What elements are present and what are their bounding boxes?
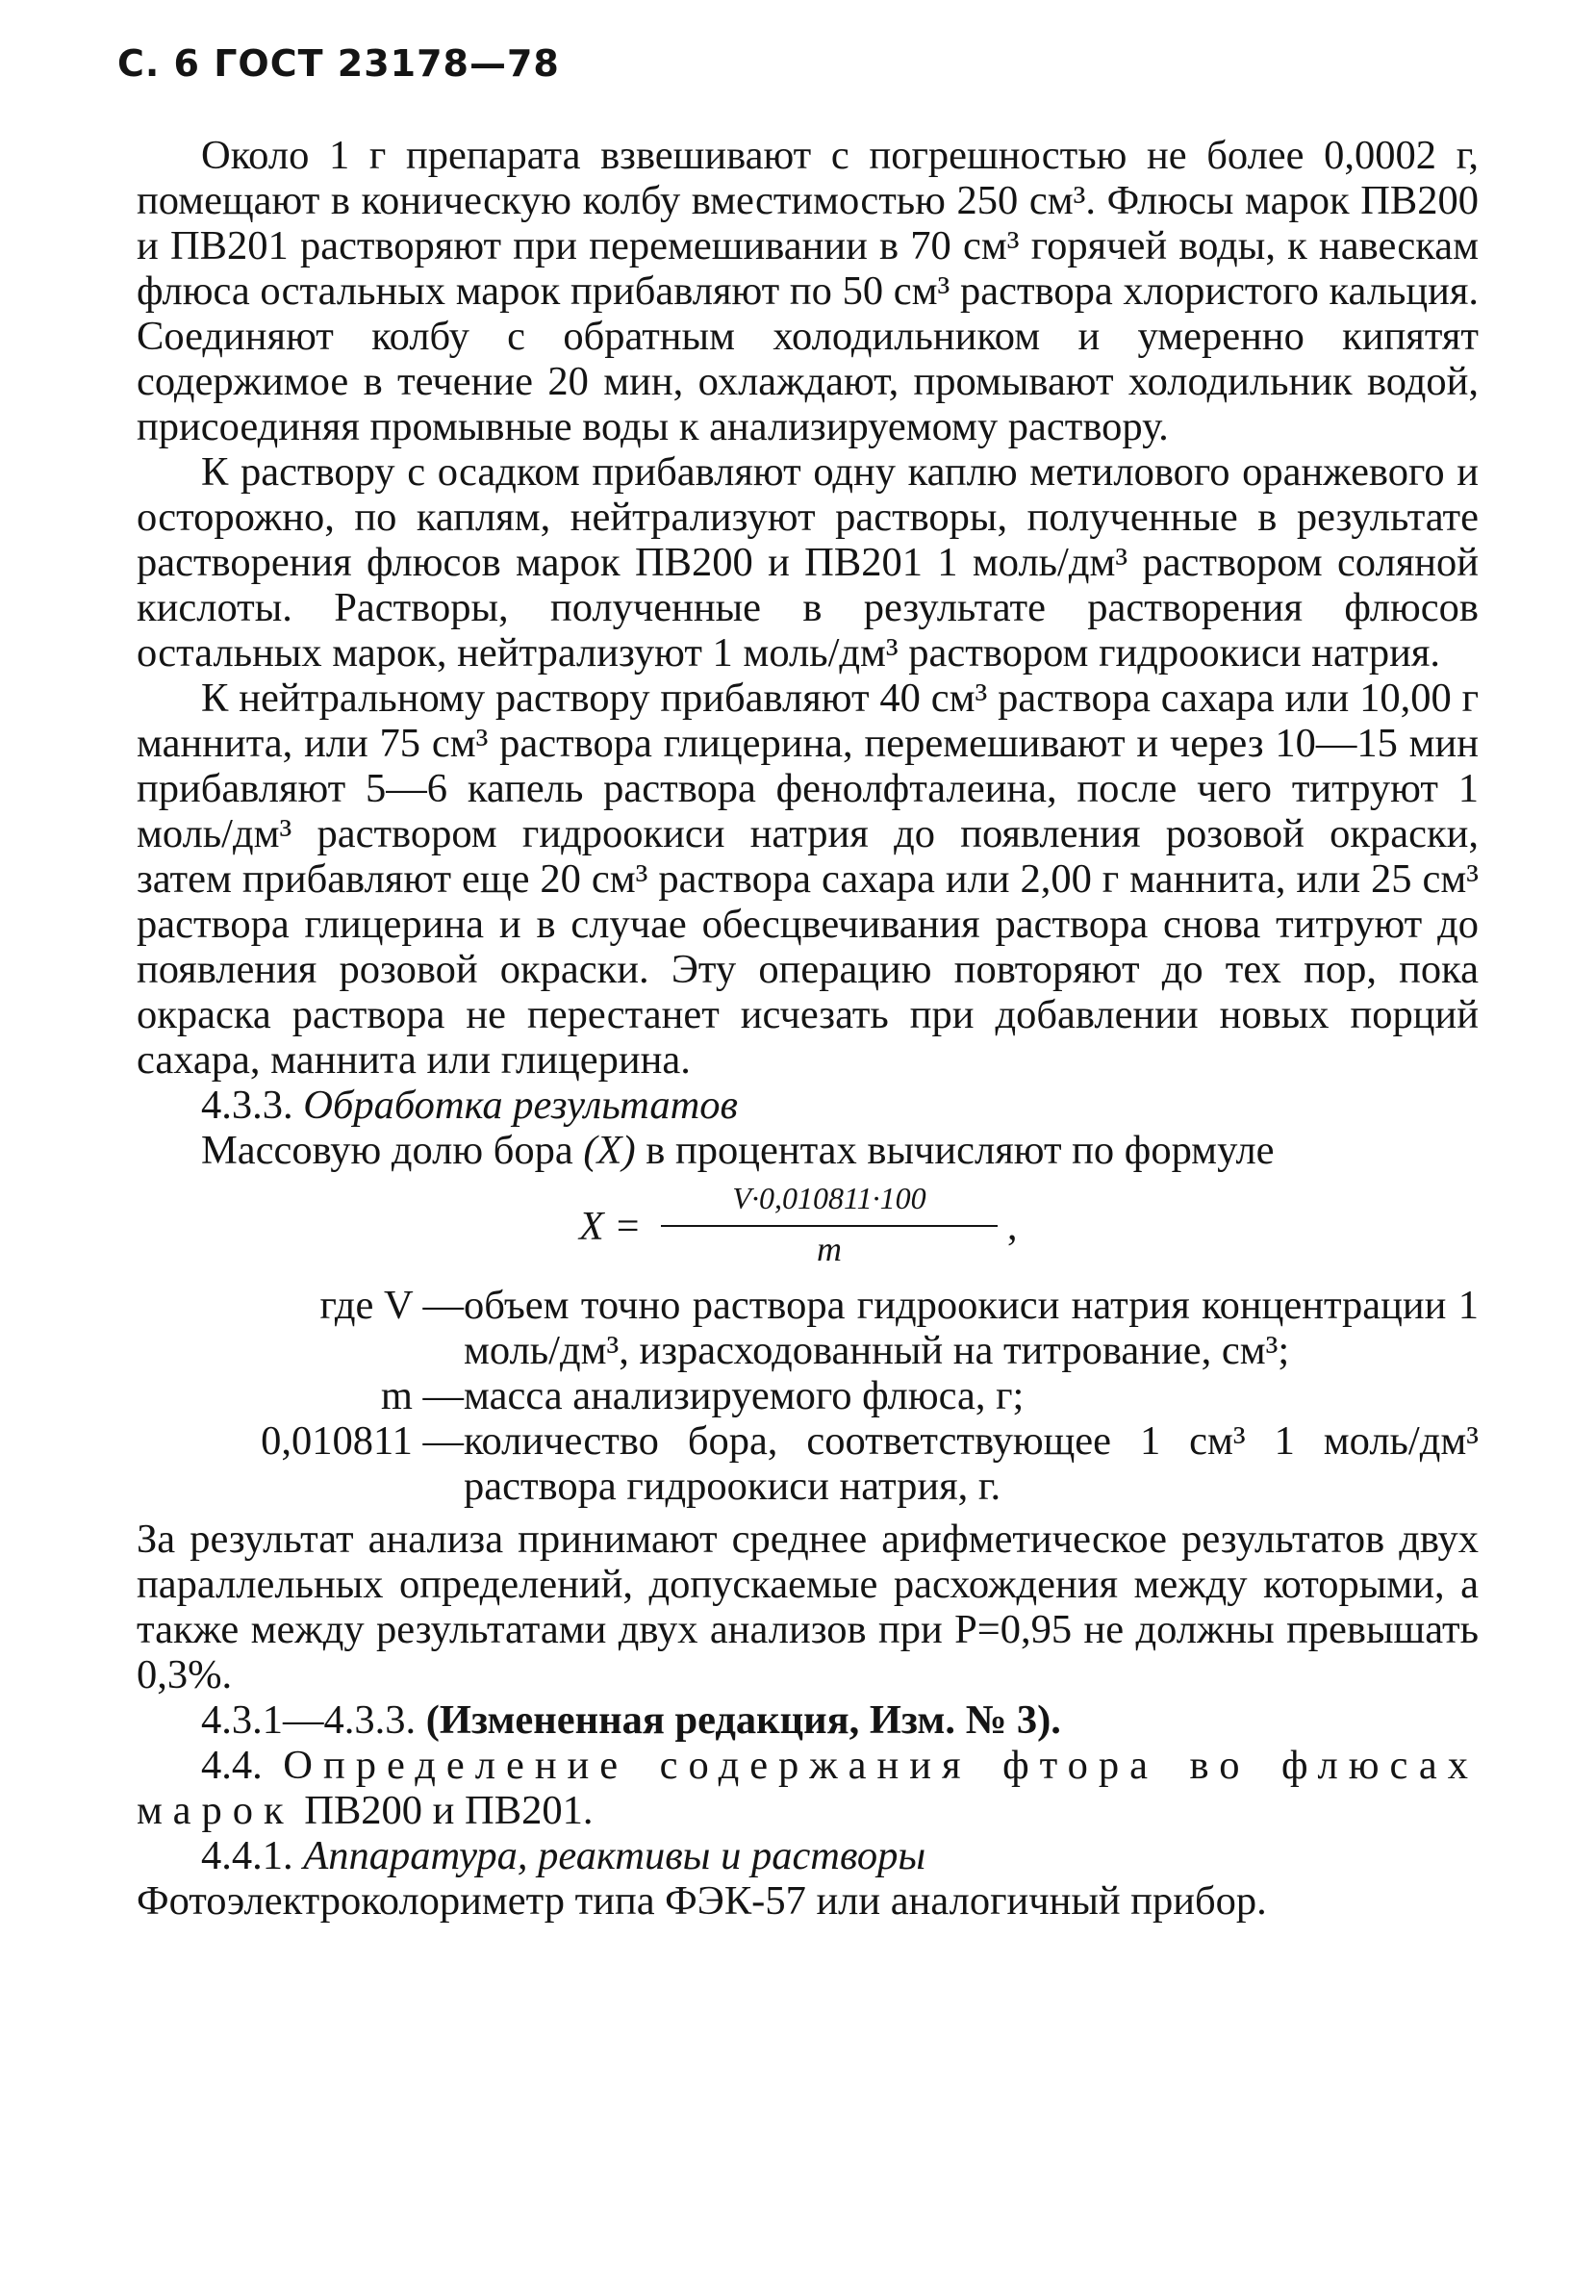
section-number: 4.4.	[201, 1743, 263, 1788]
paragraph-sample-preparation: Около 1 г препарата взвешивают с погрешностью не более 0,0002 г, помещают в коническую колбу вместимостью 250 см³. Флюсы марок ПВ200 и ПВ201 растворяют при перемешивании в 70 см³ горячей воды, к навескам флюса остальных марок прибавляют по 50 см³ раствора хлористого кальция. Соединяют колбу с обратным холодильником и умеренно кипятят содержимое в течение 20 мин, охлаждают, промывают холодильник водой, присоединяя промывные воды к анализируемому раствору.	[137, 133, 1479, 449]
paragraph-neutralization: К раствору с осадком прибавляют одну каплю метилового оранжевого и осторожно, по каплям, нейтрализуют растворы, полученные в результате растворения флюсов марок ПВ200 и ПВ201 1 моль/дм³ раствором соляной кислоты. Растворы, полученные в результате растворения флюсов остальных марок, нейтрализуют 1 моль/дм³ раствором гидроокиси натрия.	[137, 449, 1479, 676]
section-4-4-1-heading	[137, 1833, 1479, 1878]
amendment-text: (Измененная редакция, Изм. № 3).	[425, 1697, 1061, 1743]
legend-symbol: m —	[380, 1373, 464, 1418]
formula-tail: ,	[1007, 1205, 1018, 1249]
legend-symbol: 0,010811 —	[261, 1418, 464, 1464]
legend-row	[137, 1418, 1479, 1509]
document-body	[137, 133, 1479, 1924]
legend-row	[137, 1283, 1479, 1373]
formula-lhs: X =	[579, 1205, 642, 1249]
legend-row	[137, 1373, 1479, 1418]
section-number: 4.3.3.	[201, 1083, 293, 1128]
formula-numerator: V·0,010811·100	[732, 1181, 926, 1215]
legend-description: масса анализируемого флюса, г;	[464, 1373, 1025, 1418]
section-4-3-3-heading	[137, 1083, 1479, 1128]
paragraph-apparatus: Фотоэлектроколориметр типа ФЭК-57 или аналогичный прибор.	[137, 1878, 1267, 1924]
formula-denominator: m	[817, 1230, 842, 1268]
section-title-tail: ПВ200 и ПВ201.	[304, 1788, 594, 1833]
formula-legend	[137, 1283, 1479, 1509]
paragraph-result-evaluation: За результат анализа принимают среднее арифметическое результатов двух параллельных определений, допускаемые расхождения между которыми, а также между результатами двух анализов при P=0,95 не должны превышать 0,3%.	[137, 1517, 1479, 1697]
fraction-bar	[661, 1225, 998, 1227]
section-title: Обработка результатов	[303, 1083, 738, 1128]
formula-intro-variable: (X)	[583, 1128, 636, 1173]
formula-intro-start: Массовую долю бора	[201, 1128, 584, 1173]
page-header: С. 6 ГОСТ 23178—78	[117, 42, 560, 85]
formula-intro-end: в процентах вычисляют по формуле	[635, 1128, 1275, 1173]
legend-symbol: где V —	[319, 1283, 464, 1328]
amendment-range: 4.3.1—4.3.3.	[201, 1697, 417, 1743]
boron-formula	[137, 1179, 1479, 1279]
section-title: Аппаратура, реактивы и растворы	[303, 1833, 926, 1878]
formula-intro	[137, 1128, 1479, 1173]
section-title: Определение содержания фтора во флюсах марок	[137, 1743, 1479, 1833]
paragraph-titration: К нейтральному раствору прибавляют 40 см³ раствора сахара или 10,00 г маннита, или 75 см³ раствора глицерина, перемешивают и через 10—15 мин прибавляют 5—6 капель раствора фенолфталеина, после чего титруют 1 моль/дм³ раствором гидроокиси натрия до появления розовой окраски, затем прибавляют еще 20 см³ раствора сахара или 2,00 г маннита, или 25 см³ раствора глицерина и в случае обесцвечивания раствора снова титруют до появления розовой окраски. Эту операцию повторяют до тех пор, пока окраска раствора не перестанет исчезать при добавлении новых порций сахара, маннита или глицерина.	[137, 676, 1479, 1083]
section-4-4-heading	[137, 1743, 1479, 1833]
legend-description: объем точно раствора гидроокиси натрия концентрации 1 моль/дм³, израсходованный на титрование, см³;	[464, 1283, 1479, 1373]
amendment-note	[137, 1697, 1479, 1743]
legend-description: количество бора, соответствующее 1 см³ 1 моль/дм³ раствора гидроокиси натрия, г.	[464, 1418, 1479, 1509]
section-number: 4.4.1.	[201, 1833, 293, 1878]
